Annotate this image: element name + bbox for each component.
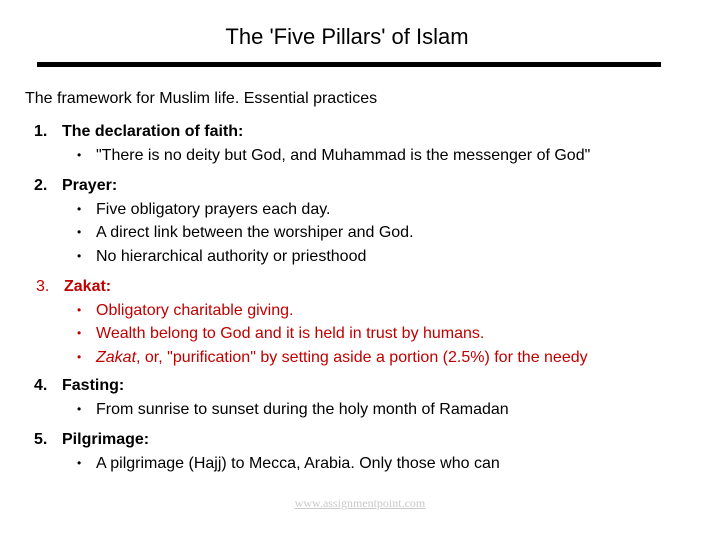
- pillar-heading: [36, 275, 588, 299]
- bullet-icon: •: [77, 326, 82, 340]
- pillar-number: 1.: [34, 123, 48, 140]
- bullet-icon: •: [77, 225, 82, 239]
- bullet-icon: •: [77, 401, 82, 416]
- pillar-heading: [34, 174, 414, 198]
- bullet-icon: •: [77, 248, 82, 263]
- bullet-icon: •: [77, 302, 82, 317]
- point-text: Wealth belong to God and it is held in trust by humans.: [96, 325, 485, 342]
- pillar-name: Pilgrimage:: [62, 431, 150, 448]
- list-item: [34, 398, 509, 422]
- point-text: Five obligatory prayers each day.: [96, 200, 331, 218]
- pillar-number: 5.: [34, 431, 48, 448]
- pillar-name: Zakat:: [64, 278, 112, 295]
- bullet-icon: •: [77, 455, 82, 470]
- point-text: A pilgrimage (Hajj) to Mecca, Arabia. Only those who can: [96, 454, 500, 472]
- list-item: [34, 245, 414, 269]
- pillar-heading: [34, 120, 590, 144]
- intro-text: The framework for Muslim life. Essential practices: [25, 90, 378, 107]
- point-text: "There is no deity but God, and Muhammad is the messenger of God": [96, 146, 591, 164]
- bullet-icon: •: [77, 147, 82, 162]
- pillar-number: 4.: [34, 377, 48, 394]
- bullet-icon: •: [77, 349, 82, 364]
- pillar-name: The declaration of faith:: [62, 123, 244, 140]
- list-item: [34, 452, 500, 476]
- point-text: No hierarchical authority or priesthood: [96, 247, 367, 265]
- point-text: , or, "purification" by setting aside a portion (2.5%) for the needy: [136, 348, 588, 366]
- pillar-name: Prayer:: [62, 177, 118, 194]
- pillar-prayer: [34, 174, 414, 268]
- bullet-icon: •: [77, 201, 82, 216]
- slide-title: The 'Five Pillars' of Islam: [225, 24, 469, 49]
- list-item: [36, 322, 588, 346]
- pillar-name: Fasting:: [62, 377, 125, 394]
- title-divider: [37, 62, 661, 67]
- pillar-heading: [34, 374, 509, 398]
- point-text: A direct link between the worshiper and God.: [96, 224, 414, 241]
- list-item: [34, 221, 414, 245]
- pillar-zakat: [36, 275, 588, 369]
- pillar-points: [36, 299, 588, 370]
- pillar-number: 3.: [36, 278, 50, 295]
- list-item: [36, 346, 588, 370]
- pillar-points: [34, 144, 590, 168]
- pillar-fasting: [34, 374, 509, 421]
- pillar-number: 2.: [34, 177, 48, 194]
- pillar-declaration-of-faith: [34, 120, 590, 167]
- pillar-points: [34, 452, 500, 476]
- list-item: [34, 198, 414, 222]
- footer-link[interactable]: www.assignmentpoint.com: [294, 496, 426, 510]
- list-item: [34, 144, 590, 168]
- point-text: Obligatory charitable giving.: [96, 301, 294, 319]
- zakat-term: Zakat: [96, 348, 137, 366]
- pillar-points: [34, 198, 414, 269]
- pillar-points: [34, 398, 509, 422]
- list-item: [36, 299, 588, 323]
- pillar-pilgrimage: [34, 428, 500, 475]
- pillar-heading: [34, 428, 500, 452]
- point-text: From sunrise to sunset during the holy month of Ramadan: [96, 400, 509, 418]
